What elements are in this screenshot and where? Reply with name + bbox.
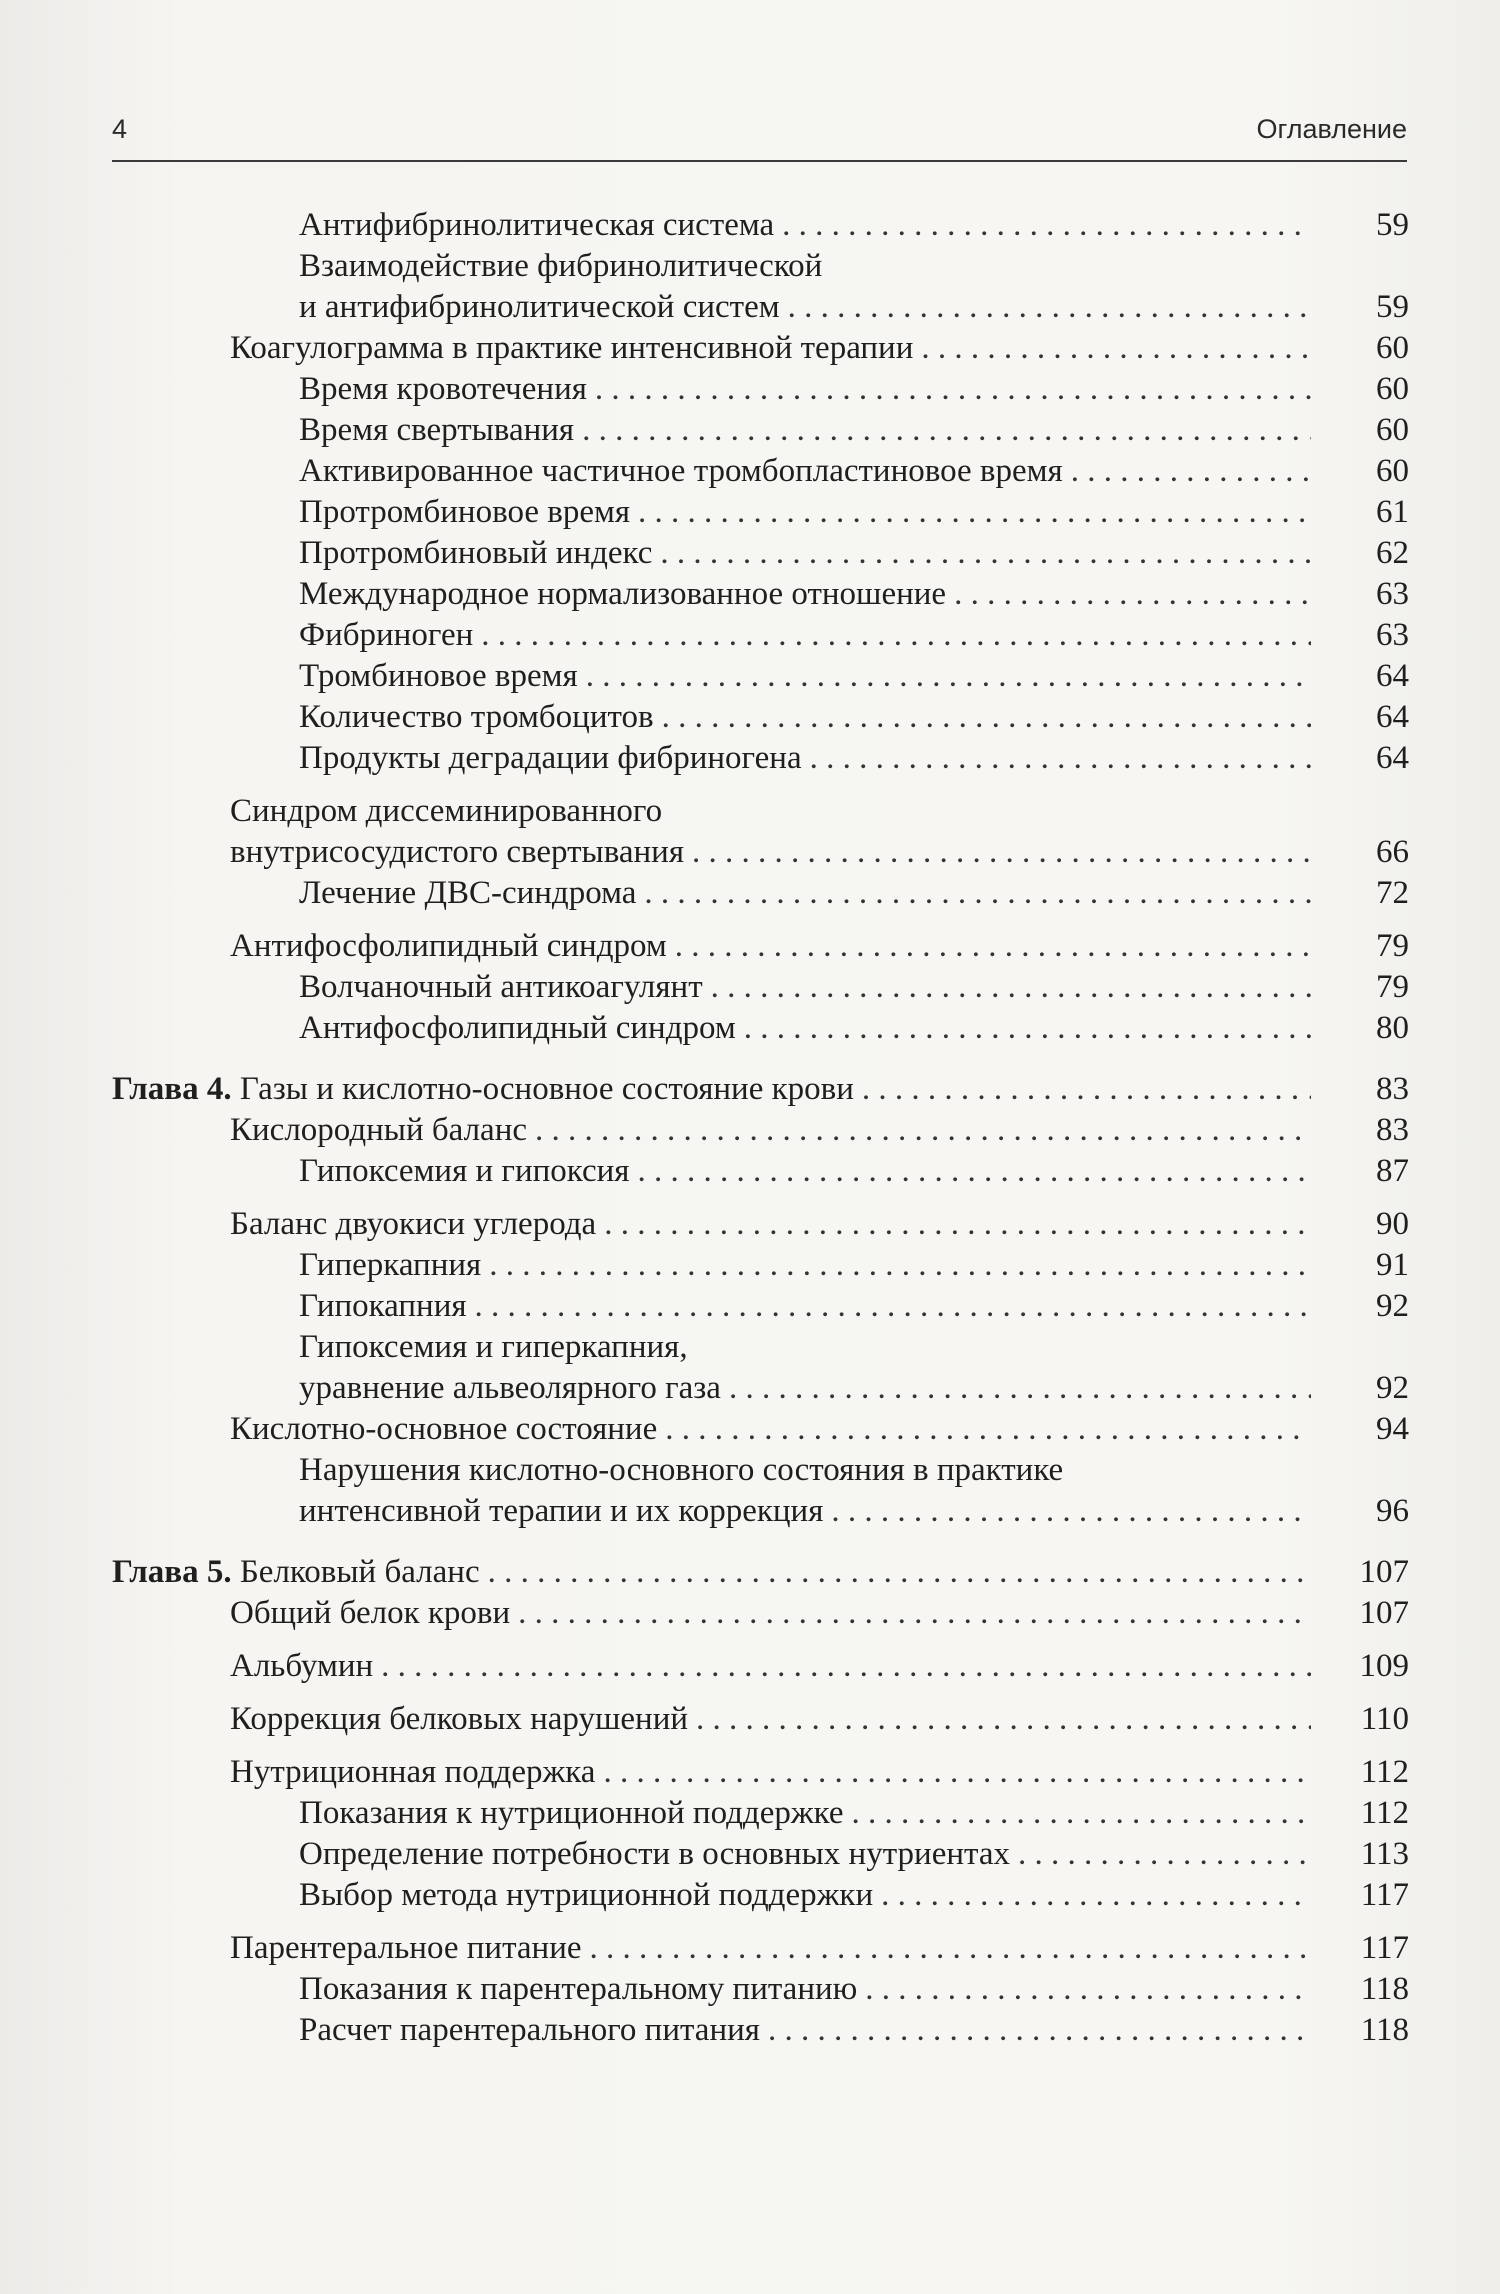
dot-leader	[488, 1552, 1311, 1593]
toc-page-number: 80	[1376, 1010, 1409, 1046]
toc-entry-title: Показания к нутриционной поддержке	[299, 1795, 844, 1831]
toc-entry-title: Активированное частичное тромбопластиновое время	[299, 453, 1063, 489]
dot-leader	[954, 574, 1311, 615]
toc-entry[interactable]	[112, 832, 1409, 873]
dot-leader	[637, 1151, 1311, 1192]
toc-entry-line: внутрисосудистого свертывания	[230, 834, 685, 870]
toc-entry-title	[299, 287, 780, 328]
dot-leader	[475, 1286, 1311, 1327]
toc-entry-title: Показания к парентеральному питанию	[299, 1971, 858, 2007]
dot-leader	[481, 615, 1311, 656]
dot-leader	[921, 328, 1311, 369]
toc-page-number: 64	[1376, 658, 1409, 694]
toc-entry[interactable]	[112, 574, 1409, 615]
toc-entry[interactable]	[112, 1368, 1409, 1409]
toc-entry-line: интенсивной терапии и их коррекция	[299, 1493, 824, 1529]
toc-entry[interactable]	[112, 533, 1409, 574]
toc-entry[interactable]	[112, 1491, 1409, 1532]
page-header	[112, 112, 1407, 162]
toc-page-number: 96	[1376, 1493, 1409, 1529]
toc-page-number: 63	[1376, 617, 1409, 653]
toc-entry[interactable]	[112, 451, 1409, 492]
toc-page-number: 112	[1360, 1795, 1409, 1831]
toc-entry[interactable]	[112, 1110, 1409, 1151]
toc-entry[interactable]	[112, 1286, 1409, 1327]
toc-entry[interactable]	[112, 1793, 1409, 1834]
toc-entry-title: Антифосфолипидный синдром	[299, 1010, 736, 1046]
toc-page-number: 117	[1360, 1877, 1409, 1913]
toc-entry-title	[299, 1491, 823, 1532]
dot-leader	[489, 1245, 1311, 1286]
toc-entry-title: Выбор метода нутриционной поддержки	[299, 1877, 874, 1913]
toc-page-number: 62	[1376, 535, 1409, 571]
toc-entry-title: Коррекция белковых нарушений	[230, 1701, 689, 1737]
dot-leader	[535, 1110, 1311, 1151]
toc-page-number: 61	[1376, 494, 1409, 530]
toc-entry-line: уравнение альвеолярного газа	[299, 1370, 721, 1406]
toc-page-number: 60	[1376, 412, 1409, 448]
toc-entry-title	[112, 1552, 480, 1593]
toc-page-number: 66	[1376, 834, 1409, 870]
toc-entry[interactable]	[112, 410, 1409, 451]
toc-page-number: 87	[1376, 1153, 1409, 1189]
toc-entry-title: Продукты деградации фибриногена	[299, 740, 802, 776]
toc-entry[interactable]	[112, 656, 1409, 697]
dot-leader	[744, 1008, 1311, 1049]
toc-entry[interactable]	[112, 926, 1409, 967]
toc-entry[interactable]	[112, 1552, 1409, 1593]
toc-entry-title: Волчаночный антикоагулянт	[299, 969, 703, 1005]
toc-entry[interactable]	[112, 328, 1409, 369]
dot-leader	[852, 1793, 1311, 1834]
toc-entry[interactable]	[112, 287, 1409, 328]
chapter-title: Газы и кислотно-основное состояние крови	[239, 1071, 854, 1107]
toc-entry-title: Протромбиновый индекс	[299, 535, 653, 571]
toc-entry[interactable]	[112, 615, 1409, 656]
dot-leader	[604, 1204, 1311, 1245]
toc-page-number: 59	[1376, 207, 1409, 243]
toc-entry-title	[112, 1069, 854, 1110]
dot-leader	[711, 967, 1311, 1008]
dot-leader	[518, 1593, 1311, 1634]
toc-entry-title: Антифосфолипидный синдром	[230, 928, 667, 964]
dot-leader	[582, 410, 1311, 451]
toc-entry-line: Гипоксемия и гиперкапния,	[299, 1329, 688, 1365]
toc-page-number: 79	[1376, 969, 1409, 1005]
dot-leader	[696, 1699, 1311, 1740]
toc-entry[interactable]	[112, 1834, 1409, 1875]
toc-entry[interactable]	[112, 1008, 1409, 1049]
toc-entry-title: Коагулограмма в практике интенсивной терапии	[230, 330, 914, 366]
toc-entry[interactable]	[112, 205, 1409, 246]
toc-entry[interactable]	[112, 1969, 1409, 2010]
toc-entry-title: Расчет парентерального питания	[299, 2012, 760, 2048]
running-head: Оглавление	[1256, 114, 1407, 144]
toc-entry[interactable]	[112, 1409, 1409, 1450]
toc-entry-title: Гипоксемия и гипоксия	[299, 1153, 630, 1189]
dot-leader	[644, 873, 1311, 914]
dot-leader	[810, 738, 1311, 779]
toc-entry-title: Международное нормализованное отношение	[299, 576, 947, 612]
dot-leader	[865, 1969, 1311, 2010]
toc-entry-title: Определение потребности в основных нутриентах	[299, 1836, 1010, 1872]
toc-page-number: 72	[1376, 875, 1409, 911]
toc-entry-line: Синдром диссеминированного	[230, 793, 663, 829]
toc-page-number: 83	[1376, 1071, 1409, 1107]
dot-leader	[586, 656, 1311, 697]
dot-leader	[381, 1646, 1311, 1687]
toc-page-number: 60	[1376, 453, 1409, 489]
toc-page-number: 64	[1376, 740, 1409, 776]
dot-leader	[881, 1875, 1311, 1916]
toc-entry-title: Время свертывания	[299, 412, 575, 448]
toc-page-number: 118	[1360, 1971, 1409, 2007]
dot-leader	[665, 1409, 1311, 1450]
toc-entry[interactable]	[112, 697, 1409, 738]
toc-entry[interactable]	[112, 1593, 1409, 1634]
toc-page-number: 92	[1376, 1370, 1409, 1406]
toc-page-number: 107	[1359, 1595, 1409, 1631]
toc-entry-title: Баланс двуокиси углерода	[230, 1206, 597, 1242]
toc-entry[interactable]	[112, 1928, 1409, 1969]
toc-entry[interactable]	[112, 873, 1409, 914]
toc-entry[interactable]	[112, 1646, 1409, 1687]
toc-entry-title: Нутриционная поддержка	[230, 1754, 596, 1790]
toc-page-number: 79	[1376, 928, 1409, 964]
toc-entry-title: Парентеральное питание	[230, 1930, 582, 1966]
toc-entry-title: Альбумин	[230, 1648, 374, 1684]
chapter-label: Глава 5.	[112, 1554, 232, 1590]
toc-page-number: 112	[1360, 1754, 1409, 1790]
dot-leader	[729, 1368, 1311, 1409]
toc-entry[interactable]	[112, 967, 1409, 1008]
toc-entry-title: Гиперкапния	[299, 1247, 482, 1283]
chapter-title: Белковый баланс	[239, 1554, 480, 1590]
toc-entry[interactable]	[112, 738, 1409, 779]
toc-entry[interactable]	[112, 369, 1409, 410]
toc-entry-title: Общий белок крови	[230, 1595, 511, 1631]
toc-entry-line: Нарушения кислотно-основного состояния в практике	[299, 1452, 1064, 1488]
dot-leader	[782, 205, 1311, 246]
toc-page-number: 109	[1359, 1648, 1409, 1684]
toc-entry[interactable]	[112, 1245, 1409, 1286]
toc-page-number: 60	[1376, 371, 1409, 407]
toc-entry-title: Количество тромбоцитов	[299, 699, 654, 735]
toc-entry-title: Антифибринолитическая система	[299, 207, 775, 243]
dot-leader	[660, 533, 1311, 574]
toc-entry[interactable]	[112, 492, 1409, 533]
toc-entry[interactable]	[112, 1875, 1409, 1916]
toc-page-number: 64	[1376, 699, 1409, 735]
dot-leader	[862, 1069, 1311, 1110]
dot-leader	[692, 832, 1311, 873]
toc-entry[interactable]	[112, 1699, 1409, 1740]
toc-page-number: 63	[1376, 576, 1409, 612]
toc-entry[interactable]	[112, 2010, 1409, 2051]
dot-leader	[1071, 451, 1311, 492]
toc-page-number: 113	[1360, 1836, 1409, 1872]
dot-leader	[638, 492, 1311, 533]
toc-page-number: 91	[1376, 1247, 1409, 1283]
dot-leader	[788, 287, 1311, 328]
toc-entry-title: Кислотно-основное состояние	[230, 1411, 658, 1447]
toc-page-number: 90	[1376, 1206, 1409, 1242]
toc-page-number: 59	[1376, 289, 1409, 325]
dot-leader	[675, 926, 1311, 967]
dot-leader	[768, 2010, 1311, 2051]
dot-leader	[603, 1752, 1311, 1793]
dot-leader	[831, 1491, 1311, 1532]
dot-leader	[590, 1928, 1311, 1969]
toc-entry[interactable]	[112, 1151, 1409, 1192]
toc-entry-title: Гипокапния	[299, 1288, 467, 1324]
toc-entry[interactable]	[112, 1204, 1409, 1245]
toc-entry-title: Фибриноген	[299, 617, 474, 653]
toc-page-number: 60	[1376, 330, 1409, 366]
toc-page-number: 110	[1360, 1701, 1409, 1737]
toc-page-number: 117	[1360, 1930, 1409, 1966]
toc-entry-title	[299, 1368, 721, 1409]
toc-page-number: 94	[1376, 1411, 1409, 1447]
page-number: 4	[112, 114, 128, 144]
table-of-contents	[112, 205, 1409, 2051]
toc-entry-title: Время кровотечения	[299, 371, 587, 407]
toc-page-number: 92	[1376, 1288, 1409, 1324]
toc-entry[interactable]	[112, 1069, 1409, 1110]
dot-leader	[1018, 1834, 1311, 1875]
toc-entry-line: Взаимодействие фибринолитической	[299, 248, 823, 284]
toc-page-number: 118	[1360, 2012, 1409, 2048]
toc-entry-title: Протромбиновое время	[299, 494, 631, 530]
toc-entry[interactable]	[112, 1752, 1409, 1793]
chapter-label: Глава 4.	[112, 1071, 232, 1107]
dot-leader	[595, 369, 1311, 410]
toc-entry-title	[230, 832, 684, 873]
toc-entry-title: Тромбиновое время	[299, 658, 578, 694]
dot-leader	[662, 697, 1311, 738]
toc-page-number: 107	[1359, 1554, 1409, 1590]
toc-page-number: 83	[1376, 1112, 1409, 1148]
toc-entry-line: и антифибринолитической систем	[299, 289, 780, 325]
toc-entry-title: Лечение ДВС-синдрома	[299, 875, 637, 911]
toc-entry-title: Кислородный баланс	[230, 1112, 528, 1148]
